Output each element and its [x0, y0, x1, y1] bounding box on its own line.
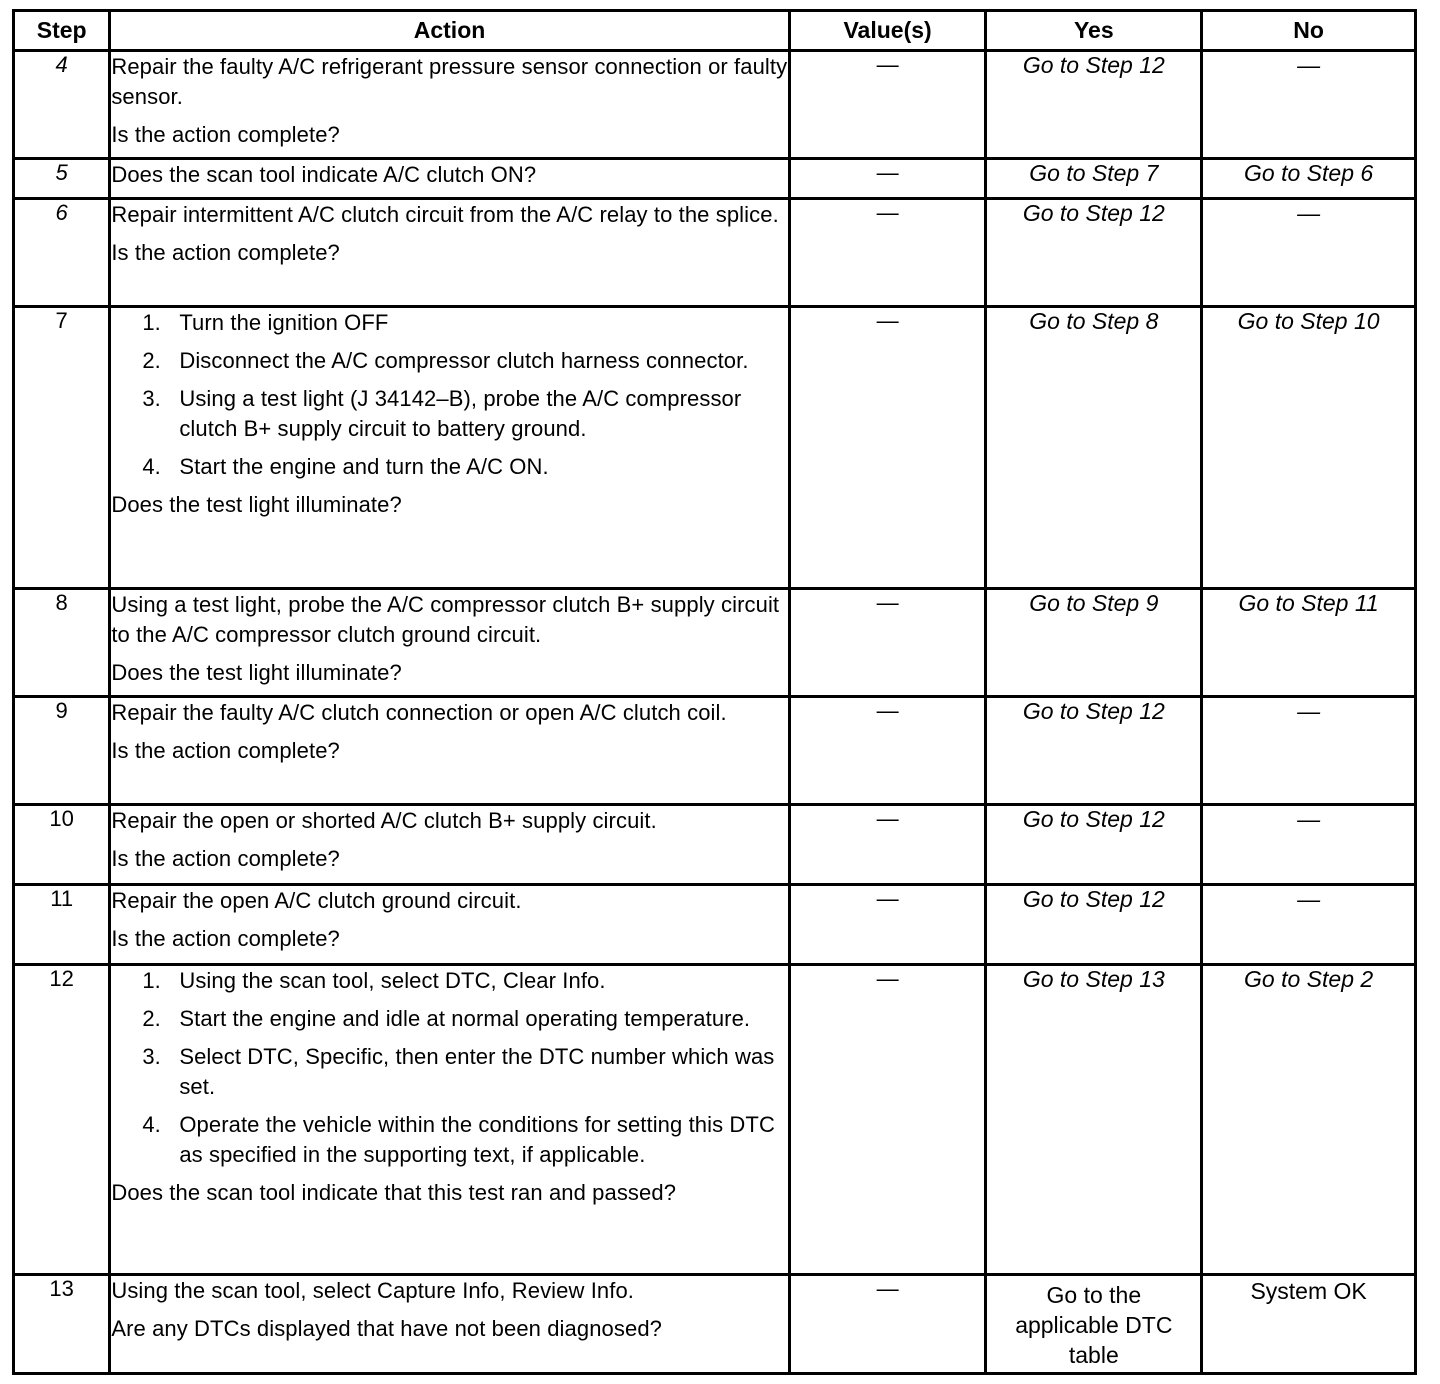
- no-cell: —: [1202, 697, 1416, 805]
- value-cell: —: [789, 589, 986, 697]
- list-item: 1. Using the scan tool, select DTC, Clear Info.: [142, 968, 606, 993]
- action-question: Is the action complete?: [111, 122, 340, 147]
- step-number: 4: [14, 51, 110, 159]
- header-action: Action: [110, 11, 789, 51]
- action-question: Is the action complete?: [111, 240, 340, 265]
- no-cell: —: [1202, 51, 1416, 159]
- step-number: 9: [14, 697, 110, 805]
- table-row: [14, 805, 1416, 885]
- list-item: 2. Start the engine and idle at normal operating temperature.: [142, 1006, 751, 1031]
- yes-cell: Go to Step 8: [986, 307, 1202, 589]
- table-row: [14, 199, 1416, 307]
- list-item: 1. Turn the ignition OFF: [142, 310, 389, 335]
- value-cell: —: [789, 697, 986, 805]
- no-cell: Go to Step 11: [1202, 589, 1416, 697]
- action-cell: [110, 805, 789, 885]
- step-number: 5: [14, 159, 110, 199]
- value-cell: —: [789, 885, 986, 965]
- action-text: Using the scan tool, select Capture Info, Review Info.: [111, 1278, 634, 1303]
- yes-cell: Go to Step 12: [986, 697, 1202, 805]
- no-cell: —: [1202, 885, 1416, 965]
- header-yes: Yes: [986, 11, 1202, 51]
- no-cell: Go to Step 10: [1202, 307, 1416, 589]
- action-cell: [110, 697, 789, 805]
- list-item: 4. Start the engine and turn the A/C ON.: [142, 454, 549, 479]
- action-cell: [110, 1275, 789, 1374]
- table-row: [14, 159, 1416, 199]
- no-cell: Go to Step 2: [1202, 965, 1416, 1275]
- table-row: [14, 51, 1416, 159]
- header-no: No: [1202, 11, 1416, 51]
- table-row: [14, 1275, 1416, 1374]
- yes-cell: Go to Step 12: [986, 51, 1202, 159]
- table-row: [14, 697, 1416, 805]
- yes-cell: Go to Step 12: [986, 199, 1202, 307]
- action-cell: [110, 307, 789, 589]
- table-row: [14, 965, 1416, 1275]
- action-question: Does the test light illuminate?: [111, 660, 402, 685]
- action-cell: [110, 589, 789, 697]
- action-text: Using a test light, probe the A/C compressor clutch B+ supply circuit to the A/C compressor clutch ground circuit.: [111, 592, 780, 647]
- action-list: [111, 966, 787, 1170]
- list-item: 3. Using a test light (J 34142–B), probe the A/C compressor clutch B+ supply circuit to battery ground.: [142, 386, 742, 441]
- step-number: 7: [14, 307, 110, 589]
- action-question: Is the action complete?: [111, 926, 340, 951]
- action-cell: [110, 965, 789, 1275]
- yes-cell: Go to Step 9: [986, 589, 1202, 697]
- action-cell: [110, 199, 789, 307]
- action-text: Repair the faulty A/C clutch connection or open A/C clutch coil.: [111, 700, 727, 725]
- action-question: Are any DTCs displayed that have not been diagnosed?: [111, 1316, 662, 1341]
- step-number: 13: [14, 1275, 110, 1374]
- header-row: [14, 11, 1416, 51]
- value-cell: —: [789, 805, 986, 885]
- diagnostic-table: [12, 9, 1417, 1375]
- action-question: Does the test light illuminate?: [111, 492, 402, 517]
- table-row: [14, 307, 1416, 589]
- step-number: 10: [14, 805, 110, 885]
- action-text: Repair intermittent A/C clutch circuit from the A/C relay to the splice.: [111, 202, 779, 227]
- value-cell: —: [789, 199, 986, 307]
- header-values: Value(s): [789, 11, 986, 51]
- no-cell: —: [1202, 805, 1416, 885]
- value-cell: —: [789, 307, 986, 589]
- step-number: 8: [14, 589, 110, 697]
- action-cell: [110, 159, 789, 199]
- header-step: Step: [14, 11, 110, 51]
- list-item: 2. Disconnect the A/C compressor clutch harness connector.: [142, 348, 749, 373]
- step-number: 11: [14, 885, 110, 965]
- yes-cell: Go to the applicable DTC table: [986, 1275, 1202, 1374]
- step-number: 6: [14, 199, 110, 307]
- yes-cell: Go to Step 12: [986, 805, 1202, 885]
- step-number: 12: [14, 965, 110, 1275]
- value-cell: —: [789, 965, 986, 1275]
- no-cell: System OK: [1202, 1275, 1416, 1374]
- value-cell: —: [789, 1275, 986, 1374]
- action-cell: [110, 51, 789, 159]
- yes-cell: Go to Step 13: [986, 965, 1202, 1275]
- action-question: Does the scan tool indicate that this test ran and passed?: [111, 1180, 677, 1205]
- action-list: [111, 308, 787, 482]
- action-cell: [110, 885, 789, 965]
- no-cell: Go to Step 6: [1202, 159, 1416, 199]
- table-row: [14, 589, 1416, 697]
- yes-cell: Go to Step 7: [986, 159, 1202, 199]
- list-item: 3. Select DTC, Specific, then enter the DTC number which was set.: [142, 1044, 775, 1099]
- value-cell: —: [789, 159, 986, 199]
- action-question: Is the action complete?: [111, 846, 340, 871]
- action-text: Repair the faulty A/C refrigerant pressure sensor connection or faulty sensor.: [111, 54, 788, 109]
- action-question: Does the scan tool indicate A/C clutch ON?: [111, 162, 537, 187]
- action-text: Repair the open A/C clutch ground circuit.: [111, 888, 522, 913]
- value-cell: —: [789, 51, 986, 159]
- list-item: 4. Operate the vehicle within the conditions for setting this DTC as specified in the supporting text, if applicable.: [142, 1112, 775, 1167]
- action-text: Repair the open or shorted A/C clutch B+ supply circuit.: [111, 808, 657, 833]
- table-row: [14, 885, 1416, 965]
- no-cell: —: [1202, 199, 1416, 307]
- action-question: Is the action complete?: [111, 738, 340, 763]
- yes-cell: Go to Step 12: [986, 885, 1202, 965]
